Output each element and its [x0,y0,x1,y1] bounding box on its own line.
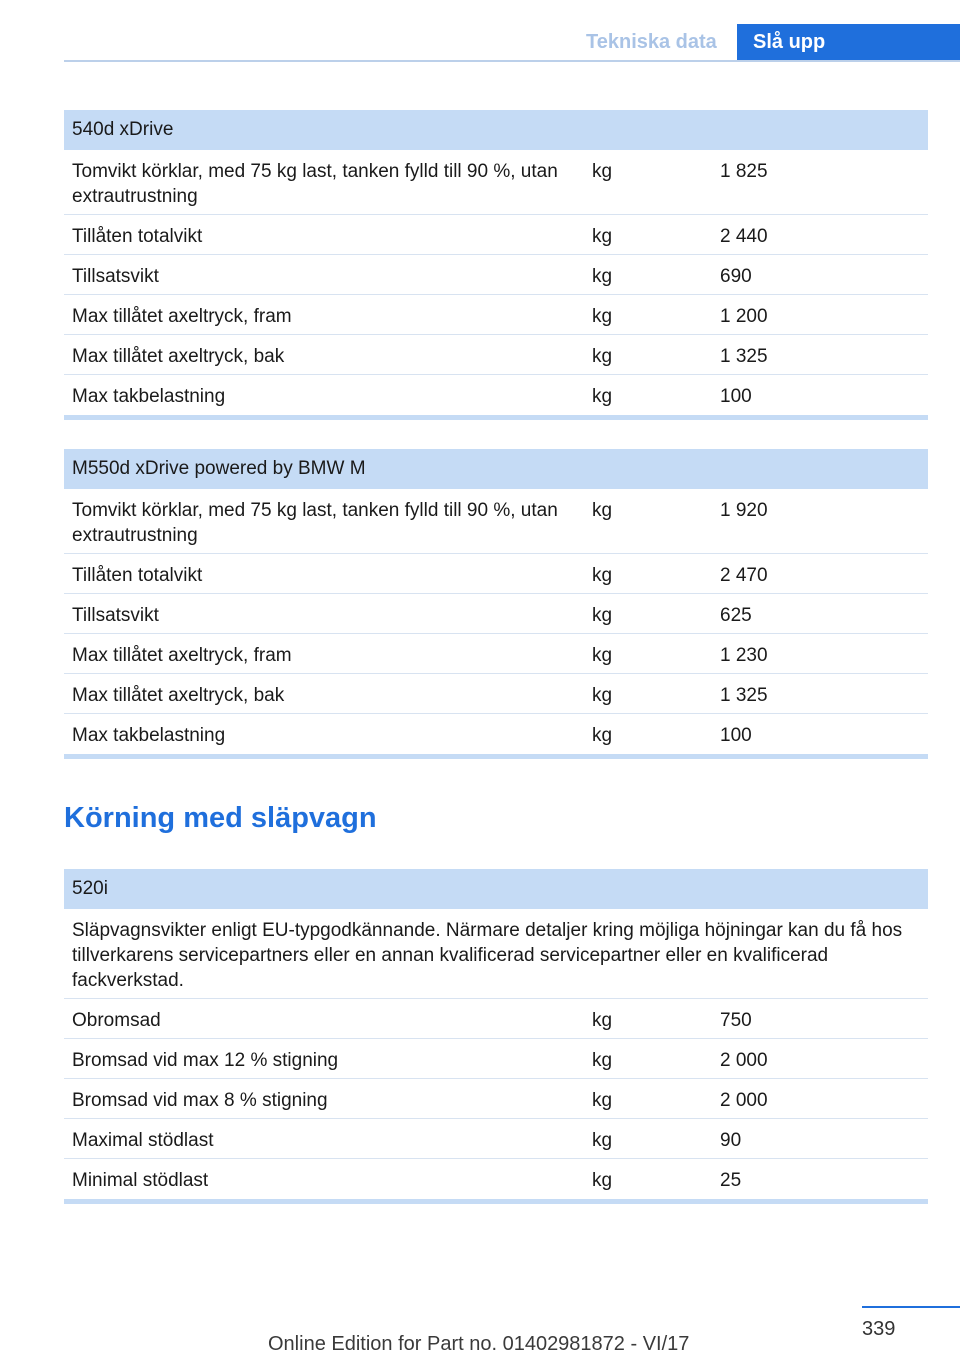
row-value: 100 [720,725,752,746]
row-value: 100 [720,386,752,407]
row-value: 750 [720,1010,752,1031]
table-title: 540d xDrive [64,110,928,150]
table-row [64,335,928,375]
row-unit: kg [592,725,613,746]
row-unit: kg [592,1010,613,1031]
row-unit: kg [592,1170,613,1191]
row-value: 2 440 [720,226,768,247]
row-value: 2 000 [720,1090,768,1111]
table-row [64,1159,928,1199]
table-row [64,554,928,594]
row-unit: kg [592,500,613,521]
row-value: 1 325 [720,346,768,367]
row-label: Maximal stödlast [72,1130,214,1151]
page-number-divider [862,1306,960,1308]
table-row [64,594,928,634]
table-end-bar [64,754,928,759]
row-unit: kg [592,161,613,182]
row-value: 2 000 [720,1050,768,1071]
table-row [64,634,928,674]
table-end-bar [64,1199,928,1204]
header-divider [64,60,960,62]
row-label: Tillsatsvikt [72,266,159,287]
row-value: 25 [720,1170,742,1191]
section-title: Körning med släpvagn [64,802,377,834]
table-row [64,295,928,335]
table-title: M550d xDrive powered by BMW M [64,449,928,489]
row-label: Tomvikt körklar, med 75 kg last, tanken fylld till 90 %, utan extrautrustning [72,500,558,546]
page-header [0,0,960,62]
row-unit: kg [592,1050,613,1071]
row-unit: kg [592,346,613,367]
row-value: 1 825 [720,161,768,182]
row-unit: kg [592,685,613,706]
table-row [64,1039,928,1079]
table-row [64,150,928,215]
table-row [64,255,928,295]
row-value: 625 [720,605,752,626]
table-title: 520i [64,869,928,909]
table-note: Släpvagnsvikter enligt EU-typgodkännande. Närmare detaljer kring möjliga höjningar kan du få hos tillverkarens servicepartners eller en annan kvalificerad servicepartner eller en kvalificerad fackverkstad. [64,909,928,999]
row-value: 690 [720,266,752,287]
row-label: Obromsad [72,1010,161,1031]
row-label: Max tillåtet axeltryck, bak [72,346,285,367]
row-label: Tillåten totalvikt [72,226,203,247]
row-unit: kg [592,226,613,247]
row-unit: kg [592,386,613,407]
row-label: Max takbelastning [72,386,226,407]
row-value: 1 920 [720,500,768,521]
row-value: 1 325 [720,685,768,706]
row-label: Max tillåtet axeltryck, bak [72,685,285,706]
trailer-weights-table-520i [64,869,928,1204]
row-label: Bromsad vid max 12 % stigning [72,1050,339,1071]
row-label: Tillsatsvikt [72,605,159,626]
row-value: 2 470 [720,565,768,586]
table-row [64,489,928,554]
row-unit: kg [592,565,613,586]
row-value: 90 [720,1130,742,1151]
row-unit: kg [592,645,613,666]
row-unit: kg [592,306,613,327]
header-tab [737,24,960,62]
header-tab-label: Slå upp [753,31,826,53]
row-label: Bromsad vid max 8 % stigning [72,1090,328,1111]
row-label: Max takbelastning [72,725,226,746]
row-label: Max tillåtet axeltryck, fram [72,645,292,666]
page-number: 339 [862,1318,896,1340]
table-row [64,215,928,255]
row-unit: kg [592,605,613,626]
weights-table-540d [64,110,928,420]
table-row [64,999,928,1039]
row-label: Tomvikt körklar, med 75 kg last, tanken fylld till 90 %, utan extrautrustning [72,161,558,207]
row-value: 1 230 [720,645,768,666]
table-end-bar [64,415,928,420]
row-label: Max tillåtet axeltryck, fram [72,306,292,327]
row-label: Tillåten totalvikt [72,565,203,586]
footer-edition: Online Edition for Part no. 01402981872 - VI/17 [268,1333,690,1355]
table-row [64,714,928,754]
row-unit: kg [592,1130,613,1151]
row-unit: kg [592,266,613,287]
table-row [64,375,928,415]
row-label: Minimal stödlast [72,1170,209,1191]
header-section-title: Tekniska data [586,31,717,53]
table-row [64,1079,928,1119]
row-value: 1 200 [720,306,768,327]
row-unit: kg [592,1090,613,1111]
table-row [64,674,928,714]
table-row [64,1119,928,1159]
weights-table-m550d [64,449,928,759]
